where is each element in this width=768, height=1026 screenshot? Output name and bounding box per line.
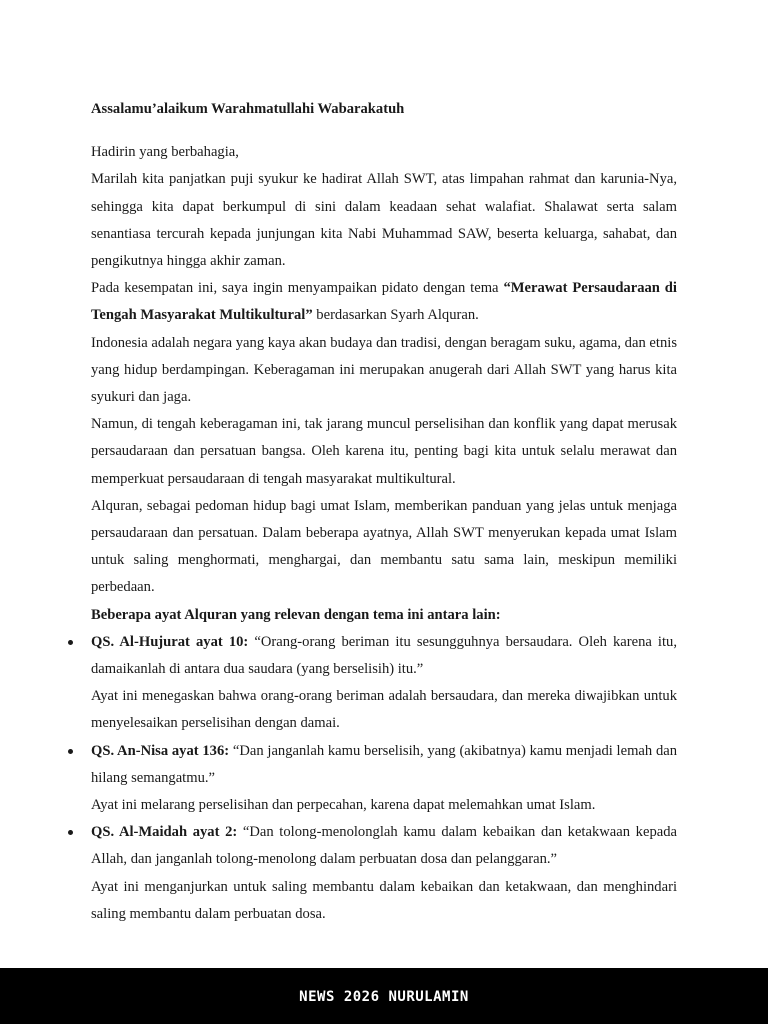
theme-paragraph bbox=[91, 275, 677, 329]
bullet-icon bbox=[68, 640, 73, 645]
bullet-icon bbox=[68, 830, 73, 835]
paragraph: Marilah kita panjatkan puji syukur ke hadirat Allah SWT, atas limpahan rahmat dan karunia-Nya, sehingga kita dapat berkumpul di sini dalam keadaan sehat walafiat. Shalawat serta salam senantiasa tercurah kepada junjungan kita Nabi Muhammad SAW, beserta keluarga, sahabat, dan pengikutnya hingga akhir zaman. bbox=[91, 171, 677, 270]
verse-explanation: Ayat ini menganjurkan untuk saling membantu dalam kebaikan dan ketakwaan, dan menghindari saling membantu dalam perbuatan dosa. bbox=[91, 878, 677, 922]
verses-heading-text: Beberapa ayat Alquran yang relevan dengan tema ini antara lain: bbox=[91, 606, 501, 623]
theme-intro-text: Pada kesempatan ini, saya ingin menyampaikan pidato dengan tema bbox=[91, 280, 504, 297]
list-item bbox=[91, 819, 677, 928]
footer-banner bbox=[0, 968, 768, 1024]
document-body bbox=[91, 96, 677, 928]
greeting-heading: Assalamu’alaikum Warahmatullahi Wabarakatuh bbox=[91, 101, 405, 117]
verse-quote-text: “Orang-orang beriman itu sesungguhnya bersaudara. Oleh karena itu, damaikanlah di antara dua saudara (yang berselisih) itu.” bbox=[91, 633, 677, 678]
list-item bbox=[91, 738, 677, 820]
verse-quote bbox=[91, 629, 677, 683]
paragraph: Indonesia adalah negara yang kaya akan budaya dan tradisi, dengan beragam suku, agama, dan etnis yang hidup berdampingan. Keberagaman ini merupakan anugerah dari Allah SWT yang harus kita syukuri dan jaga. bbox=[91, 334, 677, 406]
verses-heading bbox=[91, 602, 677, 629]
verse-explanation: Ayat ini melarang perselisihan dan perpecahan, karena dapat melemahkan umat Islam. bbox=[91, 797, 596, 814]
footer-label: NEWS 2026 NURULAMIN bbox=[299, 989, 469, 1005]
bullet-icon bbox=[68, 749, 73, 754]
paragraph: Namun, di tengah keberagaman ini, tak jarang muncul perselisihan dan konflik yang dapat merusak persaudaraan dan persatuan bangsa. Oleh karena itu, penting bagi kita untuk selalu merawat dan memperkuat persaudaraan di tengah masyarakat multikultural. bbox=[91, 416, 677, 487]
list-item bbox=[91, 629, 677, 738]
verses-list bbox=[91, 629, 677, 928]
theme-outro-text: berdasarkan Syarh Alquran. bbox=[312, 307, 479, 324]
verse-reference: QS. An-Nisa ayat 136: bbox=[91, 742, 230, 759]
paragraph: Alquran, sebagai pedoman hidup bagi umat Islam, memberikan panduan yang jelas untuk menjaga persaudaraan dan persatuan. Dalam beberapa ayatnya, Allah SWT menyerukan kepada umat Islam untuk saling menghormati, menghargai, dan membantu satu sama lain, meskipun memiliki perbedaan. bbox=[91, 497, 677, 596]
paragraph: Hadirin yang berbahagia, bbox=[91, 144, 239, 161]
verse-reference: QS. Al-Maidah ayat 2: bbox=[91, 824, 238, 841]
verse-quote bbox=[91, 819, 677, 873]
speech-theme: “Merawat Persaudaraan di Tengah Masyarakat Multikultural” bbox=[91, 280, 677, 324]
verse-explanation: Ayat ini menegaskan bahwa orang-orang beriman adalah bersaudara, dan mereka diwajibkan untuk menyelesaikan perselisihan dengan damai. bbox=[91, 688, 677, 732]
verse-quote-text: “Dan tolong-menolonglah kamu dalam kebaikan dan ketakwaan kepada Allah, dan janganlah tolong-menolong dalam perbuatan dosa dan pelanggaran.” bbox=[91, 824, 677, 868]
verse-quote bbox=[91, 738, 677, 792]
verse-quote-text: “Dan janganlah kamu berselisih, yang (akibatnya) kamu menjadi lemah dan hilang semangatmu.” bbox=[91, 742, 678, 786]
verse-reference: QS. Al-Hujurat ayat 10: bbox=[91, 633, 249, 650]
